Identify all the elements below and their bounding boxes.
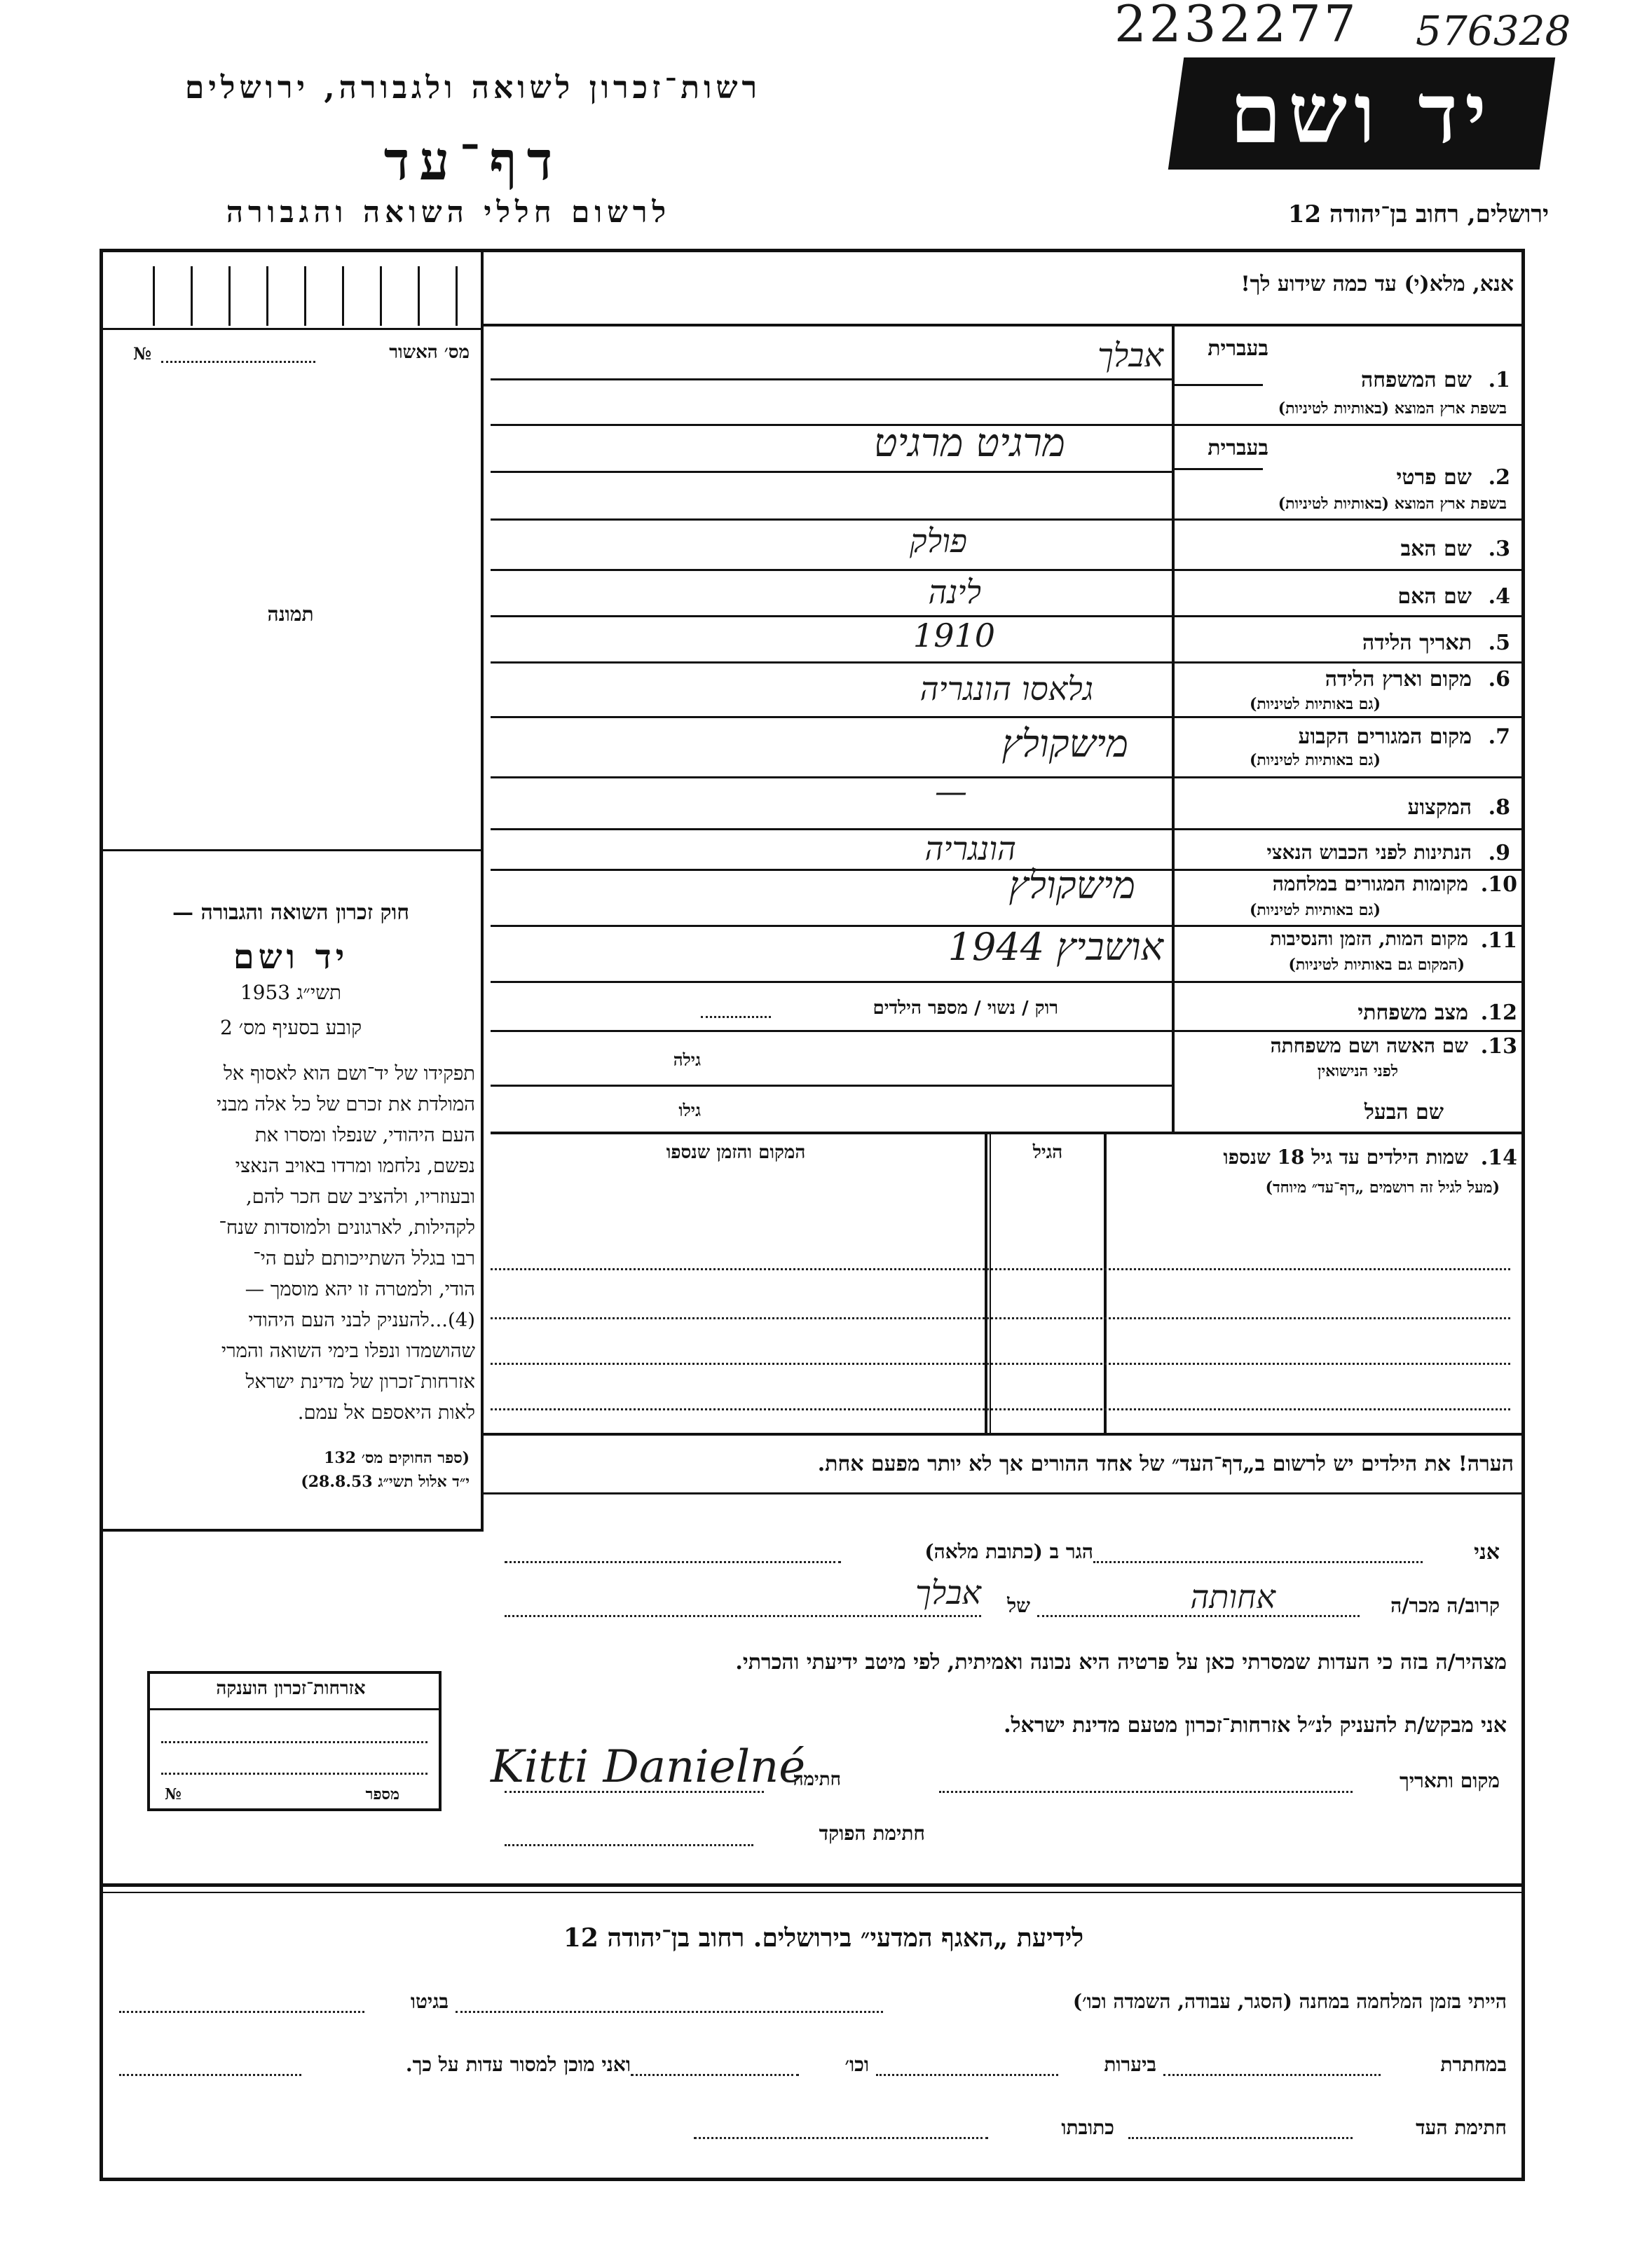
field-5-num: 5.: [1488, 631, 1510, 655]
field-3-value[interactable]: פולק: [909, 522, 967, 560]
field-13-num: 13.: [1480, 1034, 1517, 1059]
field-11-sublabel: (המקום גם באותיות לטיניות): [1288, 956, 1465, 974]
logo-text: יד ושם: [1229, 64, 1494, 162]
law-clause: קובע בסעיף מס׳ 2: [219, 1016, 362, 1039]
relative-label: קרוב/ה מכר/ה: [1390, 1594, 1500, 1617]
children-age-column: הגיל: [1032, 1142, 1063, 1163]
field-6-num: 6.: [1488, 667, 1510, 692]
left-panel-bottom: [100, 1529, 484, 1532]
approval-number-field[interactable]: [161, 361, 315, 363]
law-title: חוק זכרון השואה והגבורה —: [172, 900, 409, 925]
footer-ghetto-label: בגיטו: [410, 1990, 449, 2013]
archive-number-main: 2232277: [1114, 0, 1359, 53]
field-7-num: 7.: [1488, 724, 1510, 749]
children-title: שמות הילדים עד גיל 18 שנספו: [1223, 1146, 1468, 1169]
declarant-label: אני: [1474, 1540, 1500, 1565]
field-1-num: 1.: [1488, 368, 1510, 392]
footer-underground-field[interactable]: [1163, 2074, 1381, 2076]
field-11-value[interactable]: אושביץ 1944: [948, 925, 1163, 969]
children-remark: הערה! את הילדים יש לרשום ב„דף־העד״ של אחד ההורים אך לא יותר מפעם אחת.: [817, 1452, 1514, 1476]
age-label-husband: גילו: [678, 1100, 701, 1120]
photo-label: תמונה: [267, 603, 314, 626]
age-label-wife: גילה: [673, 1050, 701, 1070]
authority-name: רשות־זכרון לשואה ולגבורה, ירושלים: [184, 70, 762, 106]
footer-address-label: כתובתו: [1061, 2116, 1114, 2139]
declaration-statement: מצהיר/ה בזה כי העדות שמסרתי כאן על פרטיה היא נכונה ואמיתית, לפי מיטב ידיעתי והכרתי.: [735, 1650, 1507, 1675]
left-column-divider: [481, 249, 484, 1531]
field-8-value[interactable]: —: [935, 772, 967, 810]
place-date-field[interactable]: [939, 1791, 1353, 1793]
field-10-value[interactable]: מישקולץ: [1008, 863, 1135, 907]
field-6-label: מקום וארץ הלידה: [1325, 667, 1472, 692]
intro-row-bottom: [481, 324, 1525, 327]
signature-value[interactable]: Kitti Danielné: [491, 1741, 806, 1793]
footer-camp-label: הייתי בזמן המלחמה במחנה (הסגר, עבודה, השמדה וכו׳): [1072, 1990, 1507, 2013]
approval-number-label: מס׳ האשור: [389, 342, 470, 363]
field-1-label: שם המשפחה: [1360, 368, 1472, 392]
field-9-num: 9.: [1488, 841, 1510, 865]
citizenship-box-number-label: מספר: [365, 1785, 399, 1803]
field-8-label: המקצוע: [1407, 795, 1472, 820]
field-1-value[interactable]: אבלך: [1097, 336, 1163, 374]
yad-vashem-logo: [1168, 57, 1555, 170]
law-reference-2: י״ד אלול תשי״ג 28.8.53): [301, 1473, 470, 1491]
in-hebrew-label-1: בעברית: [1208, 336, 1268, 361]
footer-witness-signature-label: חתימת העד: [1416, 2116, 1507, 2139]
footer-ghetto-field[interactable]: [119, 2011, 364, 2013]
citizenship-box-number-suffix: №: [165, 1785, 182, 1803]
field-12-children-count[interactable]: [701, 1016, 771, 1018]
field-13-sublabel: לפני הנישואין: [1317, 1062, 1398, 1080]
photo-area-bottom: [100, 849, 481, 851]
field-9-label: הנתינות לפני הכבוש הנאצי: [1266, 841, 1472, 864]
field-12-label-text: מצב משפחתי: [1357, 1001, 1468, 1025]
officer-signature-field[interactable]: [505, 1844, 753, 1846]
field-8-num: 8.: [1488, 795, 1510, 820]
field-2-num: 2.: [1488, 465, 1510, 490]
field-6-sublabel: (גם באותיות לטיניות): [1249, 695, 1381, 713]
archive-number-secondary: 576328: [1416, 7, 1571, 55]
field-12-num: 12.: [1480, 1001, 1517, 1025]
footer-etc-field[interactable]: [631, 2074, 799, 2076]
form-intro: אנא, מלא(י) עד כמה שידוע לך!: [1240, 272, 1514, 296]
in-hebrew-label-2: בעברית: [1208, 436, 1268, 460]
declarant-name-field[interactable]: [1093, 1561, 1423, 1563]
field-1-sublabel: בשפת ארץ המוצא (באותיות לטיניות): [1278, 399, 1507, 418]
field-4-value[interactable]: לינה: [928, 573, 981, 611]
field-3-label: שם האב: [1400, 537, 1472, 561]
footer-title: לידיעת „האגף המדעי״ בירושלים. רחוב בן־יהודה 12: [563, 1923, 1084, 1953]
footer-forests-label: ביערות: [1104, 2053, 1156, 2076]
footer-separator-bottom: [100, 1892, 1525, 1893]
field-2-label: שם פרטי: [1396, 465, 1472, 490]
form-subtitle: לרשום חללי השואה והגבורה: [226, 195, 671, 229]
field-7-sublabel: (גם באותיות לטיניות): [1249, 751, 1381, 769]
field-10-label: מקומות המגורים במלחמה: [1272, 872, 1468, 895]
of-value[interactable]: אבלך: [915, 1574, 981, 1611]
form-title: דף־עד: [383, 130, 563, 192]
field-9-value[interactable]: הונגריה: [924, 830, 1016, 867]
address: ירושלים, רחוב בן־יהודה 12: [1287, 200, 1549, 228]
field-7-value[interactable]: מישקולץ: [1001, 722, 1128, 766]
field-13-label-text: שם האשה ושם משפחתה: [1270, 1034, 1468, 1057]
field-2-sublabel: בשפת ארץ המוצא (באותיות לטיניות): [1278, 495, 1507, 513]
relative-value[interactable]: אחותה: [1190, 1578, 1275, 1616]
footer-etc-label: וכו׳: [844, 2053, 869, 2076]
residence-label: הגר ב (כתובת מלאה): [924, 1540, 1093, 1563]
label-value-divider: [1172, 324, 1175, 1133]
footer-separator-top: [100, 1883, 1525, 1887]
officer-signature-label: חתימת הפוקד: [819, 1822, 925, 1845]
field-11-num: 11.: [1480, 928, 1517, 953]
place-date-label: מקום ותאריך: [1399, 1769, 1500, 1792]
law-reference-1: (ספר החוקים מס׳ 132: [324, 1449, 470, 1467]
footer-camp-field[interactable]: [456, 2011, 883, 2013]
footer-address-field[interactable]: [694, 2137, 988, 2139]
citizenship-request: אני מבקש/ת להעניק לנ״ל אזרחות־זכרון מטעם מדינת ישראל.: [1004, 1713, 1507, 1738]
field-3-num: 3.: [1488, 537, 1510, 561]
footer-witness-signature-field[interactable]: [1128, 2137, 1353, 2139]
signature-label: חתימה: [793, 1769, 841, 1790]
field-5-label: תאריך הלידה: [1362, 631, 1472, 655]
field-10-num: 10.: [1480, 872, 1517, 897]
husband-label: שם הבעל: [1364, 1100, 1444, 1125]
tick-row-bottom: [100, 328, 481, 330]
footer-testimony-text: ואני מוכן למסור עדות על כך.: [405, 2053, 631, 2076]
approval-number-suffix: №: [133, 343, 152, 364]
field-4-label: שם האם: [1397, 584, 1472, 609]
field-7-label: מקום המגורים הקבוע: [1298, 724, 1472, 749]
field-11-label: מקום המות, הזמן והנסיבות: [1270, 928, 1468, 950]
footer-forests-field[interactable]: [876, 2074, 1058, 2076]
field-12-options[interactable]: רוק / נשוי / מספר הילדים: [873, 998, 1058, 1019]
footer-underground-label: במחתרת: [1440, 2053, 1507, 2076]
field-5-value[interactable]: 1910: [912, 617, 995, 654]
children-note: (מעל לגיל זה רושמים „דף־עד״ מיוחד): [1265, 1178, 1500, 1197]
children-place-column: המקום והזמן שנספו: [666, 1142, 806, 1163]
field-10-sublabel: (גם באותיות לטיניות): [1249, 901, 1381, 919]
law-name: יד ושם: [233, 937, 349, 977]
field-14-num: 14.: [1480, 1146, 1517, 1170]
field-2-value[interactable]: מרגיט מרגיט: [873, 420, 1065, 466]
citizenship-box-title: אזרחות־זכרון הוענקה: [216, 1678, 366, 1699]
field-4-num: 4.: [1488, 584, 1510, 609]
law-year: תשי״ג 1953: [240, 981, 342, 1004]
of-label: של: [1007, 1594, 1030, 1617]
field-6-value[interactable]: גלאסו הונגריה: [919, 670, 1093, 708]
residence-field[interactable]: [505, 1561, 841, 1563]
law-text: תפקידו של יד־ושם הוא לאסוף אל המולדת את זכרם של כל אלה מבני העם היהודי, שנפלו ומסרו את נפשם, נלחמו ומרדו באויב הנאצי ובעוזריו, ולהציב שם חכר להם, לקהילות, לארגונים ולמוסדות שנח־ רבו בגלל השתייכותם לעם הי־ הודי, ולמטרה זו יהא מוסמך — (4)...להעניק לבני העם היהודי שהושמדו ונפלו בימי השואה והמרי אזרחות־זכרון של מדינת ישראל לאות היאספם אל עמם.: [216, 1062, 475, 1424]
